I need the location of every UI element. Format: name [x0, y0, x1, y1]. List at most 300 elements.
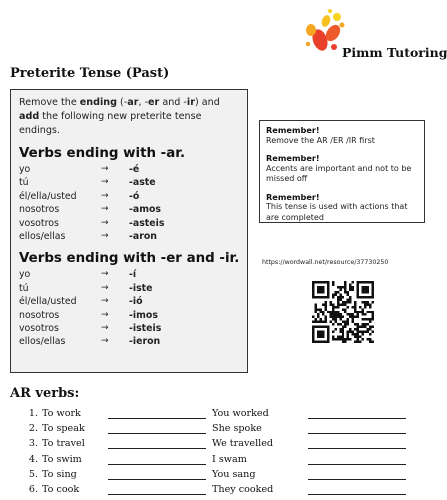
brand-name: Pimm Tutoring [342, 45, 447, 60]
instructions-text: Remove the ending (-ar, -er and -ir) and add the following new preterite tense endings. [19, 97, 220, 136]
qr-module [329, 311, 331, 313]
qr-module [327, 281, 329, 283]
qr-module [319, 308, 321, 310]
qr-module [362, 281, 364, 283]
qr-module [359, 326, 361, 328]
answer-blank[interactable] [308, 464, 406, 465]
qr-module [314, 326, 316, 328]
exercise-row: 2. To speak She spoke [20, 422, 425, 437]
qr-module [349, 298, 351, 300]
qr-module [312, 283, 314, 285]
ending-row: tú → -aste [19, 177, 156, 189]
qr-module [342, 338, 344, 340]
answer-blank[interactable] [108, 448, 206, 449]
qr-module [367, 303, 369, 305]
qr-module [364, 301, 366, 303]
qr-module [344, 311, 346, 313]
qr-module [372, 318, 374, 320]
qr-module [352, 281, 354, 283]
qr-module [364, 296, 366, 298]
qr-module [367, 296, 369, 298]
qr-module [362, 301, 364, 303]
qr-module [337, 311, 339, 313]
remember-heading: Remember! [266, 191, 320, 202]
qr-module [372, 316, 374, 318]
qr-module [339, 323, 341, 325]
qr-module [339, 331, 341, 333]
qr-module [319, 281, 321, 283]
qr-module [364, 318, 366, 320]
qr-module [352, 331, 354, 333]
qr-module [319, 291, 321, 293]
qr-module [354, 308, 356, 310]
qr-module [347, 321, 349, 323]
exercise-row: 6. To cook They cooked [20, 483, 425, 498]
past-prompt: You sang [212, 468, 256, 480]
qr-module [362, 288, 364, 290]
infinitive-prompt: To swim [42, 453, 82, 465]
ending-row: tú → -iste [19, 282, 153, 294]
qr-module [359, 296, 361, 298]
qr-module [339, 286, 341, 288]
qr-module [317, 286, 319, 288]
qr-module [339, 296, 341, 298]
qr-module [342, 316, 344, 318]
answer-blank[interactable] [108, 464, 206, 465]
answer-blank[interactable] [308, 479, 406, 480]
past-prompt: I swam [212, 453, 247, 465]
qr-module [367, 301, 369, 303]
qr-module [349, 338, 351, 340]
ar-verbs-exercise [20, 407, 425, 498]
ending-row: vosotros → -asteis [19, 217, 165, 229]
qr-module [317, 291, 319, 293]
qr-module [339, 318, 341, 320]
remember-text: This tense is used with actions that are completed [266, 202, 408, 222]
qr-module [362, 311, 364, 313]
qr-module [357, 331, 359, 333]
qr-module [339, 338, 341, 340]
qr-module [327, 288, 329, 290]
past-prompt: She spoke [212, 423, 262, 435]
qr-module [354, 306, 356, 308]
qr-module [367, 311, 369, 313]
qr-module [357, 328, 359, 330]
qr-module [349, 286, 351, 288]
qr-module [312, 316, 314, 318]
qr-module [354, 303, 356, 305]
qr-module [342, 326, 344, 328]
qr-module [319, 286, 321, 288]
qr-module [357, 296, 359, 298]
ending-row: ellos/ellas → -aron [19, 231, 157, 243]
qr-module [359, 336, 361, 338]
qr-module [332, 281, 334, 283]
qr-module [317, 321, 319, 323]
qr-module [352, 333, 354, 335]
qr-module [317, 331, 319, 333]
qr-module [347, 306, 349, 308]
qr-module [372, 313, 374, 315]
qr-module [369, 303, 371, 305]
qr-module [357, 291, 359, 293]
qr-module [329, 303, 331, 305]
qr-module [344, 281, 346, 283]
qr-module [349, 328, 351, 330]
qr-module [314, 306, 316, 308]
qr-module [329, 301, 331, 303]
qr-module [359, 331, 361, 333]
qr-module [324, 318, 326, 320]
qr-module [357, 281, 359, 283]
qr-module [369, 338, 371, 340]
qr-module [357, 333, 359, 335]
qr-module [327, 341, 329, 343]
qr-module [319, 296, 321, 298]
qr-module [339, 336, 341, 338]
qr-module [334, 338, 336, 340]
qr-module [347, 331, 349, 333]
qr-module [319, 318, 321, 320]
qr-module [324, 281, 326, 283]
qr-module [367, 331, 369, 333]
qr-module [314, 308, 316, 310]
ending-row: yo → -í [19, 269, 137, 281]
qr-module [329, 313, 331, 315]
grammar-box [10, 89, 248, 373]
qr-module [337, 286, 339, 288]
qr-module [334, 313, 336, 315]
qr-module [317, 316, 319, 318]
qr-module [347, 333, 349, 335]
qr-module [367, 318, 369, 320]
qr-module [314, 341, 316, 343]
qr-module [337, 336, 339, 338]
qr-module [362, 333, 364, 335]
qr-module [352, 286, 354, 288]
qr-module [369, 318, 371, 320]
qr-module [364, 306, 366, 308]
qr-module [367, 323, 369, 325]
qr-module [337, 296, 339, 298]
qr-module [312, 296, 314, 298]
qr-module [369, 328, 371, 330]
answer-blank[interactable] [308, 448, 406, 449]
resource-link[interactable]: https://wordwall.net/resource/37730250 [262, 259, 389, 266]
qr-module [314, 321, 316, 323]
qr-module [322, 321, 324, 323]
qr-module [362, 331, 364, 333]
qr-module [362, 318, 364, 320]
qr-module [324, 306, 326, 308]
qr-module [324, 321, 326, 323]
qr-module [367, 286, 369, 288]
qr-module [344, 291, 346, 293]
qr-module [347, 298, 349, 300]
ending-row: nosotros → -amos [19, 204, 162, 216]
qr-module [369, 326, 371, 328]
ending-row: él/ella/usted → -ó [19, 190, 140, 202]
qr-module [359, 341, 361, 343]
qr-module [369, 296, 371, 298]
qr-module [357, 338, 359, 340]
infinitive-prompt: To sing [42, 468, 77, 480]
qr-module [322, 311, 324, 313]
qr-module [337, 301, 339, 303]
qr-module [319, 333, 321, 335]
qr-module [357, 323, 359, 325]
answer-blank[interactable] [108, 418, 206, 419]
qr-module [352, 321, 354, 323]
past-prompt: We travelled [212, 438, 274, 450]
qr-module [372, 291, 374, 293]
qr-module [344, 283, 346, 285]
qr-module [357, 336, 359, 338]
qr-module [342, 303, 344, 305]
qr-module [369, 281, 371, 283]
qr-module [367, 328, 369, 330]
qr-module [342, 336, 344, 338]
qr-module [339, 303, 341, 305]
qr-module [349, 316, 351, 318]
qr-module [367, 281, 369, 283]
qr-module [347, 313, 349, 315]
answer-blank[interactable] [108, 494, 206, 495]
answer-blank[interactable] [108, 433, 206, 434]
past-prompt: They cooked [212, 483, 274, 495]
qr-module [319, 331, 321, 333]
qr-module [354, 301, 356, 303]
qr-module [337, 313, 339, 315]
qr-module [317, 336, 319, 338]
qr-module [372, 331, 374, 333]
qr-module [312, 288, 314, 290]
qr-module [322, 288, 324, 290]
qr-module [354, 336, 356, 338]
qr-module [319, 336, 321, 338]
ending-row: yo → -é [19, 164, 140, 175]
page-title: Preterite Tense (Past) [10, 66, 170, 81]
qr-module [322, 296, 324, 298]
qr-module [372, 296, 374, 298]
qr-module [317, 341, 319, 343]
qr-module [344, 326, 346, 328]
qr-module [369, 333, 371, 335]
qr-module [332, 303, 334, 305]
remember-heading: Remember! [266, 125, 320, 135]
qr-module [354, 341, 356, 343]
qr-module [312, 328, 314, 330]
qr-module [372, 293, 374, 295]
qr-module [332, 323, 334, 325]
qr-module [369, 321, 371, 323]
qr-module [349, 296, 351, 298]
qr-module [342, 331, 344, 333]
qr-module [362, 323, 364, 325]
past-prompt: You worked [212, 408, 269, 419]
qr-module [357, 326, 359, 328]
qr-module [369, 306, 371, 308]
qr-module [319, 311, 321, 313]
qr-module [312, 281, 314, 283]
qr-module [329, 321, 331, 323]
qr-module [339, 288, 341, 290]
qr-module [342, 308, 344, 310]
qr-module [364, 313, 366, 315]
qr-module [369, 311, 371, 313]
qr-module [322, 303, 324, 305]
qr-module [362, 313, 364, 315]
qr-module [332, 296, 334, 298]
qr-module [364, 326, 366, 328]
qr-module [344, 323, 346, 325]
qr-module [332, 308, 334, 310]
qr-module [337, 306, 339, 308]
qr-module [327, 333, 329, 335]
exercise-row: 4. To swim I swam [20, 453, 425, 468]
answer-blank[interactable] [108, 479, 206, 480]
qr-module [314, 281, 316, 283]
qr-module [372, 283, 374, 285]
qr-module [347, 318, 349, 320]
infinitive-prompt: To speak [42, 423, 85, 435]
qr-module [337, 338, 339, 340]
qr-module [362, 308, 364, 310]
qr-module [349, 288, 351, 290]
qr-module [312, 326, 314, 328]
qr-module [362, 296, 364, 298]
qr-module [324, 303, 326, 305]
qr-code-icon[interactable] [312, 281, 374, 343]
qr-module [347, 338, 349, 340]
qr-module [344, 301, 346, 303]
remember-box [259, 120, 425, 223]
qr-module [317, 288, 319, 290]
qr-module [324, 308, 326, 310]
qr-module [322, 326, 324, 328]
qr-module [317, 313, 319, 315]
qr-module [329, 316, 331, 318]
qr-module [332, 313, 334, 315]
qr-module [327, 326, 329, 328]
qr-module [372, 341, 374, 343]
qr-module [327, 291, 329, 293]
qr-module [342, 341, 344, 343]
qr-module [362, 326, 364, 328]
qr-module [319, 321, 321, 323]
qr-module [337, 323, 339, 325]
exercise-row: 3. To travel We travelled [20, 437, 425, 452]
qr-module [357, 286, 359, 288]
qr-module [337, 298, 339, 300]
qr-module [322, 313, 324, 315]
qr-module [342, 301, 344, 303]
qr-module [317, 308, 319, 310]
qr-module [334, 291, 336, 293]
qr-module [364, 303, 366, 305]
qr-module [314, 303, 316, 305]
qr-module [362, 286, 364, 288]
qr-module [324, 341, 326, 343]
qr-module [322, 336, 324, 338]
qr-module [322, 341, 324, 343]
qr-module [354, 316, 356, 318]
ending-row: nosotros → -imos [19, 309, 158, 321]
qr-module [317, 296, 319, 298]
qr-module [322, 281, 324, 283]
qr-module [327, 338, 329, 340]
qr-module [364, 291, 366, 293]
qr-module [367, 291, 369, 293]
qr-module [354, 323, 356, 325]
qr-module [334, 316, 336, 318]
qr-module [327, 328, 329, 330]
qr-module [332, 306, 334, 308]
qr-module [372, 311, 374, 313]
qr-module [327, 336, 329, 338]
infinitive-prompt: To work [42, 408, 81, 419]
qr-module [322, 286, 324, 288]
ending-row: vosotros → -isteis [19, 323, 162, 335]
qr-module [357, 311, 359, 313]
qr-module [349, 283, 351, 285]
qr-module [312, 331, 314, 333]
qr-module [352, 316, 354, 318]
qr-module [327, 331, 329, 333]
qr-module [347, 323, 349, 325]
qr-module [327, 293, 329, 295]
exercise-row: 5. To sing You sang [20, 468, 425, 483]
answer-blank[interactable] [308, 418, 406, 419]
qr-module [317, 281, 319, 283]
qr-module [342, 333, 344, 335]
qr-module [357, 283, 359, 285]
qr-module [334, 328, 336, 330]
qr-module [344, 338, 346, 340]
qr-module [367, 288, 369, 290]
qr-module [332, 331, 334, 333]
qr-module [344, 288, 346, 290]
qr-module [347, 336, 349, 338]
qr-module [372, 301, 374, 303]
ar-section-heading: Verbs ending with -ar. [19, 146, 186, 161]
remember-heading: Remember! [266, 153, 320, 163]
infinitive-prompt: To travel [42, 438, 85, 450]
qr-module [319, 341, 321, 343]
qr-module [312, 336, 314, 338]
qr-module [344, 308, 346, 310]
qr-module [332, 318, 334, 320]
qr-module [312, 333, 314, 335]
qr-module [332, 316, 334, 318]
qr-module [327, 283, 329, 285]
qr-module [347, 291, 349, 293]
qr-module [334, 306, 336, 308]
qr-module [359, 311, 361, 313]
qr-module [327, 286, 329, 288]
answer-blank[interactable] [308, 494, 406, 495]
qr-module [314, 318, 316, 320]
exercise-row: 1. To work You worked [20, 407, 425, 422]
er-ir-section-heading: Verbs ending with -er and -ir. [19, 251, 240, 267]
qr-module [372, 326, 374, 328]
qr-module [354, 311, 356, 313]
qr-module [319, 288, 321, 290]
qr-module [347, 301, 349, 303]
qr-module [332, 336, 334, 338]
answer-blank[interactable] [308, 433, 406, 434]
qr-module [347, 293, 349, 295]
